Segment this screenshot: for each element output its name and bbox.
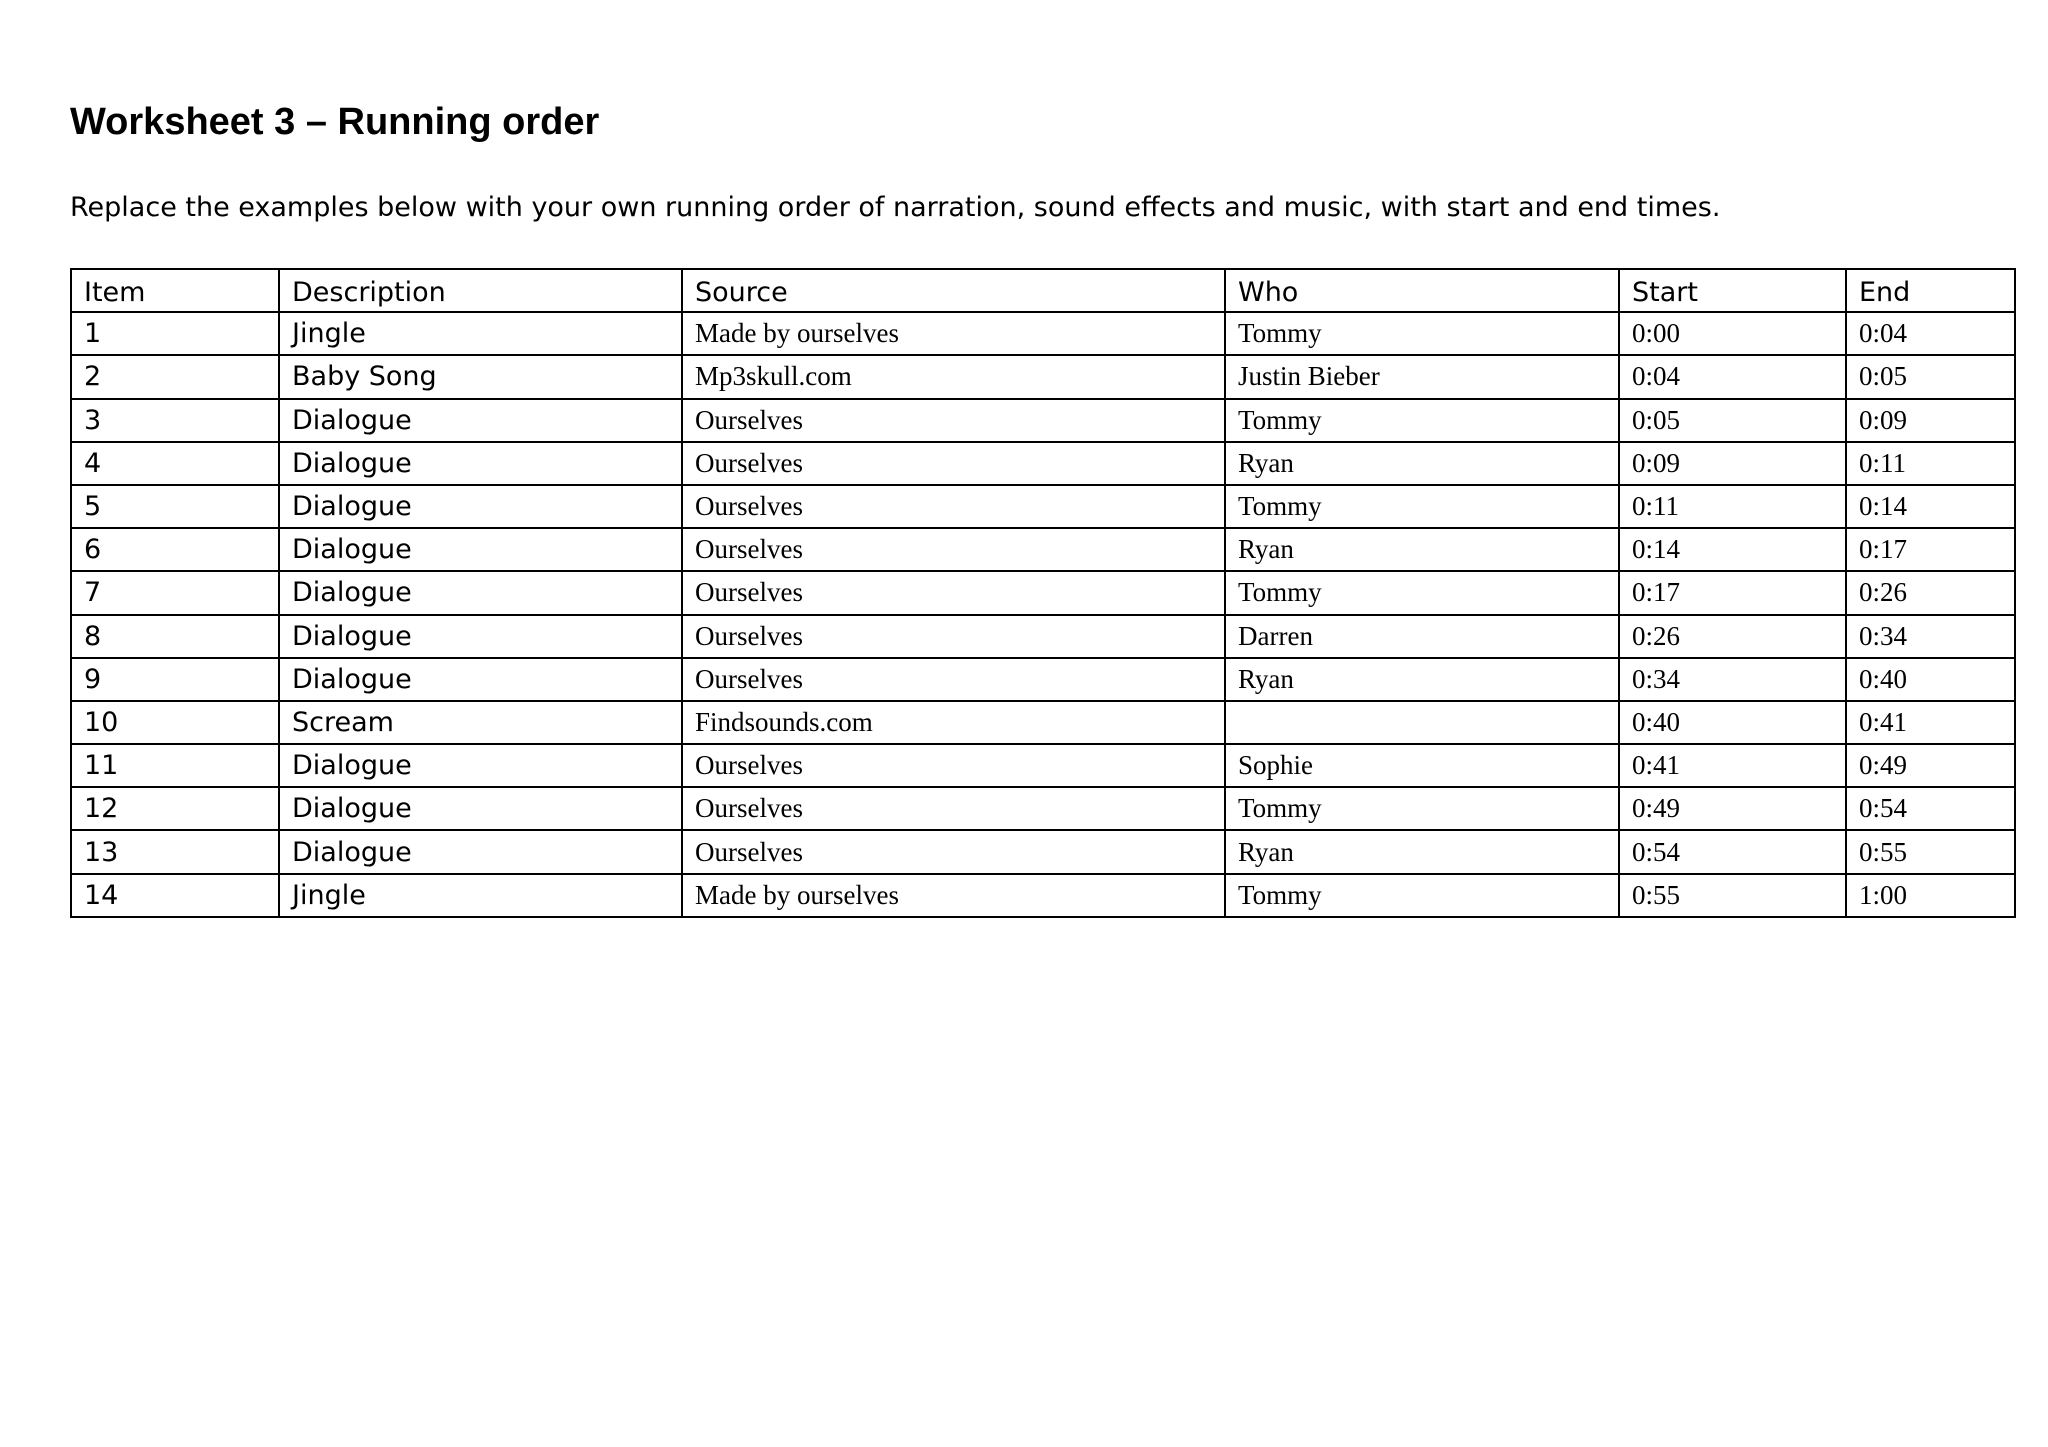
header-source: Source (682, 269, 1225, 312)
table-row (71, 355, 2015, 398)
table-row (71, 399, 2015, 442)
cell-start: 0:00 (1619, 312, 1846, 355)
cell-end: 0:14 (1846, 485, 2015, 528)
cell-start: 0:49 (1619, 787, 1846, 830)
cell-source: Ourselves (682, 399, 1225, 442)
table-row (71, 442, 2015, 485)
table-body (71, 312, 2015, 917)
cell-end: 0:11 (1846, 442, 2015, 485)
cell-description: Dialogue (279, 787, 682, 830)
table-row (71, 830, 2015, 873)
cell-start: 0:41 (1619, 744, 1846, 787)
cell-description: Dialogue (279, 485, 682, 528)
cell-who (1225, 701, 1619, 744)
cell-description: Dialogue (279, 571, 682, 614)
cell-end: 1:00 (1846, 874, 2015, 917)
cell-item: 13 (71, 830, 279, 873)
cell-end: 0:40 (1846, 658, 2015, 701)
cell-who: Tommy (1225, 571, 1619, 614)
table-row (71, 528, 2015, 571)
table-row (71, 485, 2015, 528)
cell-item: 11 (71, 744, 279, 787)
table-row (71, 787, 2015, 830)
cell-start: 0:14 (1619, 528, 1846, 571)
cell-who: Ryan (1225, 658, 1619, 701)
table-row (71, 874, 2015, 917)
cell-source: Ourselves (682, 658, 1225, 701)
cell-who: Ryan (1225, 528, 1619, 571)
cell-description: Dialogue (279, 658, 682, 701)
cell-end: 0:09 (1846, 399, 2015, 442)
cell-source: Ourselves (682, 787, 1225, 830)
cell-who: Tommy (1225, 874, 1619, 917)
cell-start: 0:54 (1619, 830, 1846, 873)
cell-end: 0:34 (1846, 615, 2015, 658)
header-start: Start (1619, 269, 1846, 312)
running-order-table (70, 268, 2016, 918)
cell-item: 8 (71, 615, 279, 658)
cell-start: 0:11 (1619, 485, 1846, 528)
cell-description: Dialogue (279, 744, 682, 787)
cell-description: Baby Song (279, 355, 682, 398)
cell-start: 0:05 (1619, 399, 1846, 442)
cell-who: Ryan (1225, 830, 1619, 873)
cell-item: 14 (71, 874, 279, 917)
cell-item: 1 (71, 312, 279, 355)
cell-who: Justin Bieber (1225, 355, 1619, 398)
cell-source: Ourselves (682, 485, 1225, 528)
cell-start: 0:17 (1619, 571, 1846, 614)
cell-start: 0:04 (1619, 355, 1846, 398)
header-end: End (1846, 269, 2015, 312)
cell-description: Dialogue (279, 442, 682, 485)
cell-end: 0:41 (1846, 701, 2015, 744)
cell-item: 4 (71, 442, 279, 485)
table-row (71, 701, 2015, 744)
cell-who: Sophie (1225, 744, 1619, 787)
cell-item: 3 (71, 399, 279, 442)
cell-who: Tommy (1225, 787, 1619, 830)
table-row (71, 312, 2015, 355)
cell-source: Ourselves (682, 571, 1225, 614)
cell-item: 10 (71, 701, 279, 744)
cell-start: 0:09 (1619, 442, 1846, 485)
cell-who: Darren (1225, 615, 1619, 658)
cell-end: 0:54 (1846, 787, 2015, 830)
cell-description: Dialogue (279, 615, 682, 658)
cell-end: 0:04 (1846, 312, 2015, 355)
cell-end: 0:49 (1846, 744, 2015, 787)
cell-start: 0:34 (1619, 658, 1846, 701)
cell-description: Dialogue (279, 528, 682, 571)
cell-end: 0:55 (1846, 830, 2015, 873)
table-row (71, 571, 2015, 614)
cell-item: 5 (71, 485, 279, 528)
cell-item: 2 (71, 355, 279, 398)
cell-description: Dialogue (279, 399, 682, 442)
table-row (71, 744, 2015, 787)
cell-source: Findsounds.com (682, 701, 1225, 744)
header-item: Item (71, 269, 279, 312)
cell-source: Ourselves (682, 744, 1225, 787)
cell-source: Mp3skull.com (682, 355, 1225, 398)
table-header-row (71, 269, 2015, 312)
cell-start: 0:40 (1619, 701, 1846, 744)
cell-who: Tommy (1225, 312, 1619, 355)
cell-who: Tommy (1225, 485, 1619, 528)
table-row (71, 658, 2015, 701)
instructions-text: Replace the examples below with your own running order of narration, sound effects and music, with start and end times. (70, 192, 1721, 223)
cell-source: Ourselves (682, 615, 1225, 658)
page-title: Worksheet 3 – Running order (70, 101, 600, 143)
cell-who: Ryan (1225, 442, 1619, 485)
cell-who: Tommy (1225, 399, 1619, 442)
cell-item: 9 (71, 658, 279, 701)
cell-description: Jingle (279, 312, 682, 355)
cell-item: 12 (71, 787, 279, 830)
header-description: Description (279, 269, 682, 312)
cell-source: Made by ourselves (682, 874, 1225, 917)
table-row (71, 615, 2015, 658)
cell-source: Ourselves (682, 442, 1225, 485)
header-who: Who (1225, 269, 1619, 312)
cell-start: 0:55 (1619, 874, 1846, 917)
cell-end: 0:05 (1846, 355, 2015, 398)
cell-item: 6 (71, 528, 279, 571)
cell-end: 0:26 (1846, 571, 2015, 614)
cell-source: Ourselves (682, 528, 1225, 571)
cell-description: Jingle (279, 874, 682, 917)
cell-start: 0:26 (1619, 615, 1846, 658)
cell-end: 0:17 (1846, 528, 2015, 571)
cell-source: Ourselves (682, 830, 1225, 873)
cell-description: Dialogue (279, 830, 682, 873)
cell-item: 7 (71, 571, 279, 614)
cell-description: Scream (279, 701, 682, 744)
cell-source: Made by ourselves (682, 312, 1225, 355)
